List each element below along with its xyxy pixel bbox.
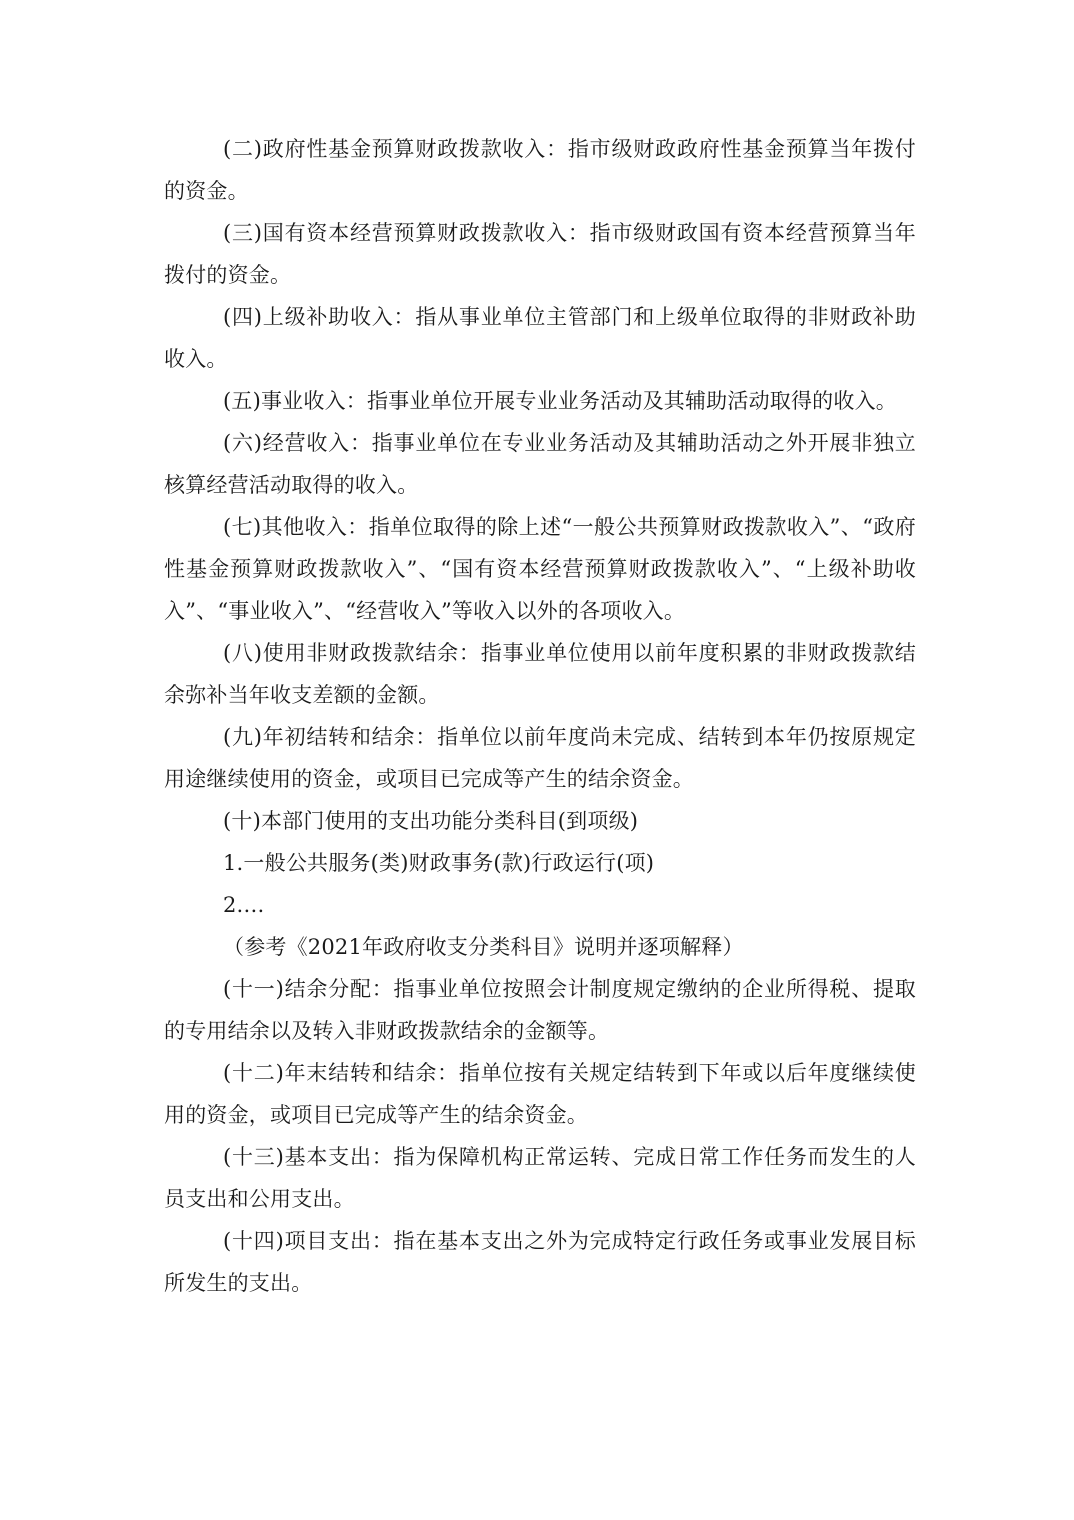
paragraph-13: (十三)基本支出：指为保障机构正常运转、完成日常工作任务而发生的人员支出和公用支出。 — [164, 1145, 916, 1211]
list-item-2: 2.… — [223, 893, 265, 917]
document-body — [164, 128, 916, 1304]
paragraph-11: (十一)结余分配：指事业单位按照会计制度规定缴纳的企业所得税、提取的专用结余以及转入非财政拨款结余的金额等。 — [164, 977, 916, 1043]
paragraph-7: (七)其他收入：指单位取得的除上述“一般公共预算财政拨款收入”、“政府性基金预算财政拨款收入”、“国有资本经营预算财政拨款收入”、“上级补助收入”、“事业收入”、“经营收入”等收入以外的各项收入。 — [164, 515, 916, 623]
paragraph-3: (三)国有资本经营预算财政拨款收入：指市级财政国有资本经营预算当年拨付的资金。 — [164, 221, 916, 287]
reference-note: （参考《2021年政府收支分类科目》说明并逐项解释） — [223, 935, 744, 959]
paragraph-10: (十)本部门使用的支出功能分类科目(到项级) — [223, 809, 639, 833]
paragraph-6: (六)经营收入：指事业单位在专业业务活动及其辅助活动之外开展非独立核算经营活动取得的收入。 — [164, 431, 916, 497]
paragraph-4: (四)上级补助收入：指从事业单位主管部门和上级单位取得的非财政补助收入。 — [164, 305, 916, 371]
paragraph-12: (十二)年末结转和结余：指单位按有关规定结转到下年或以后年度继续使用的资金，或项目已完成等产生的结余资金。 — [164, 1061, 916, 1127]
paragraph-2: (二)政府性基金预算财政拨款收入：指市级财政政府性基金预算当年拨付的资金。 — [164, 137, 916, 203]
paragraph-14: (十四)项目支出：指在基本支出之外为完成特定行政任务或事业发展目标所发生的支出。 — [164, 1229, 916, 1295]
paragraph-8: (八)使用非财政拨款结余：指事业单位使用以前年度积累的非财政拨款结余弥补当年收支差额的金额。 — [164, 641, 916, 707]
paragraph-9: (九)年初结转和结余：指单位以前年度尚未完成、结转到本年仍按原规定用途继续使用的资金，或项目已完成等产生的结余资金。 — [164, 725, 916, 791]
list-item-1: 1.一般公共服务(类)财政事务(款)行政运行(项) — [223, 851, 655, 875]
paragraph-5: (五)事业收入：指事业单位开展专业业务活动及其辅助活动取得的收入。 — [223, 389, 897, 413]
